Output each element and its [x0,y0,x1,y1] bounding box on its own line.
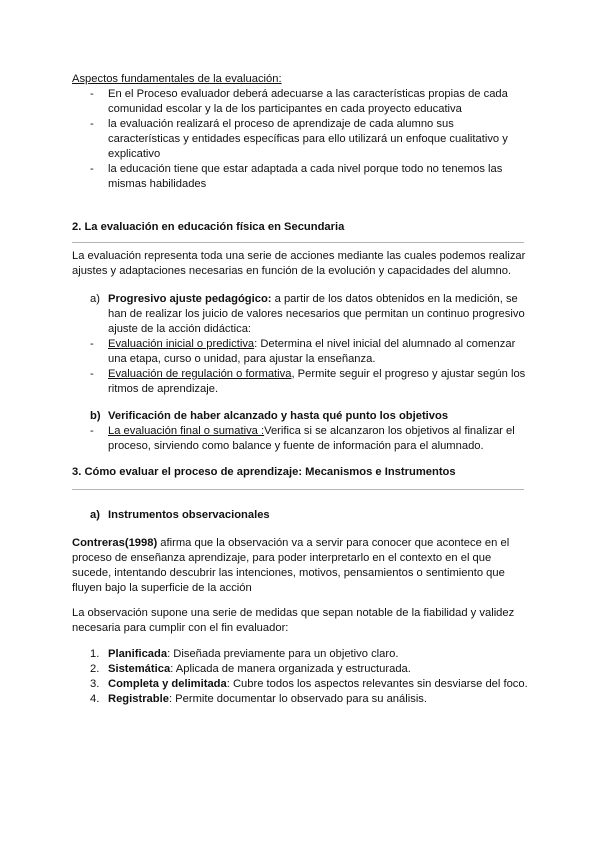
paragraph-line: ajuste de la acción didáctica: [108,323,252,335]
initial-eval-term: Evaluación inicial o predictiva [108,338,255,350]
final-eval-line [108,424,515,439]
list-item-text: : Cubre todos los aspectos relevantes sin desviarse del foco. [226,678,528,690]
paragraph-line: fluyen bajo la superficie de la acción [72,582,252,594]
list-item [108,677,528,692]
bullet-line: la educación tiene que estar adaptada a cada nivel porque todo no tenemos las [108,163,503,175]
paragraph-line: han de realizar los juicio de valores necesarios que permitan un continuo progresivo [108,308,525,320]
bullet-dash: - [90,368,94,380]
list-item [108,647,398,662]
bullet-dash: - [90,338,94,350]
paragraph-line: La evaluación representa toda una serie de acciones mediante las cuales podemos realizar [72,250,526,262]
list-marker: a) [90,293,100,305]
list-item-text: : Permite documentar lo observado para su análisis. [168,693,428,705]
initial-eval-text: : Determina el nivel inicial del alumnado al comenzar [254,338,516,350]
paragraph-line: sucede, intentando descubrir las intenciones, motivos, pensamientos o sentimiento que [72,567,505,579]
list-item-term: Sistemática [108,663,171,675]
list-item [108,692,427,707]
section-divider [72,489,524,490]
section-2-heading: 2. La evaluación en educación física en Secundaria [72,221,345,233]
paragraph-line: ritmos de aprendizaje. [108,383,219,395]
list-item-term: Completa y delimitada [108,678,227,690]
bullet-line: la evaluación realizará el proceso de aprendizaje de cada alumno sus [108,118,454,130]
list-number: 3. [90,678,100,690]
paragraph-line: una etapa, curso o unidad, para ajustar la enseñanza. [108,353,376,365]
item-a-line [108,292,518,307]
section-divider [72,242,524,243]
list-item-text: : Diseñada previamente para un objetivo claro. [167,648,399,660]
formative-eval-text: , Permite seguir el progreso y ajustar según los [291,368,526,380]
list-marker: a) [90,509,100,521]
list-item [108,662,411,677]
paragraph-line: La observación supone una serie de medidas que sepan notable de la fiabilidad y validez [72,607,515,619]
list-number: 4. [90,693,100,705]
list-item-term: Registrable [108,693,169,705]
aspects-title: Aspectos fundamentales de la evaluación: [72,73,282,85]
item-a-text: a partir de los datos obtenidos en la medición, se [271,293,518,305]
bullet-dash: - [90,163,94,175]
contreras-line [72,536,509,551]
final-eval-text: Verifica si se alcanzaron los objetivos al finalizar el [264,425,515,437]
bullet-dash: - [90,425,94,437]
list-item-term: Planificada [108,648,168,660]
bullet-line: explicativo [108,148,161,160]
final-eval-term: La evaluación final o sumativa : [108,425,265,437]
paragraph-line: ajustes y adaptaciones necesarias en función de la evolución y capacidades del alumno. [72,265,512,277]
paragraph-line: proceso de enseñanza aprendizaje, para poder interpretarlo en el contexto en el que [72,552,492,564]
bullet-dash: - [90,118,94,130]
formative-eval-line [108,367,525,382]
bullet-line: mismas habilidades [108,178,207,190]
list-number: 1. [90,648,100,660]
section-3-heading: 3. Cómo evaluar el proceso de aprendizaje: Mecanismos e Instrumentos [72,466,456,478]
bullet-dash: - [90,88,94,100]
citation-text: afirma que la observación va a servir para conocer que acontece en el [157,537,510,549]
bullet-line: En el Proceso evaluador deberá adecuarse a las características propias de cada [108,88,508,100]
item-b-title: Verificación de haber alcanzado y hasta qué punto los objetivos [108,410,449,422]
list-item-text: : Aplicada de manera organizada y estructurada. [170,663,411,675]
paragraph-line: proceso, sirviendo como balance y fuente de información para el alumnado. [108,440,484,452]
paragraph-line: necesaria para cumplir con el fin evaluador: [72,622,289,634]
initial-eval-line [108,337,515,352]
bullet-line: características y entidades específicas para ello utilizará un enfoque cualitativo y [108,133,508,145]
bullet-line: comunidad escolar y la de los participantes en cada proyecto educativa [108,103,462,115]
item-a-title: Progresivo ajuste pedagógico: [108,293,272,305]
citation: Contreras(1998) [72,537,158,549]
instruments-title: Instrumentos observacionales [108,509,270,521]
formative-eval-term: Evaluación de regulación o formativa [108,368,292,380]
list-number: 2. [90,663,100,675]
list-marker: b) [90,410,101,422]
